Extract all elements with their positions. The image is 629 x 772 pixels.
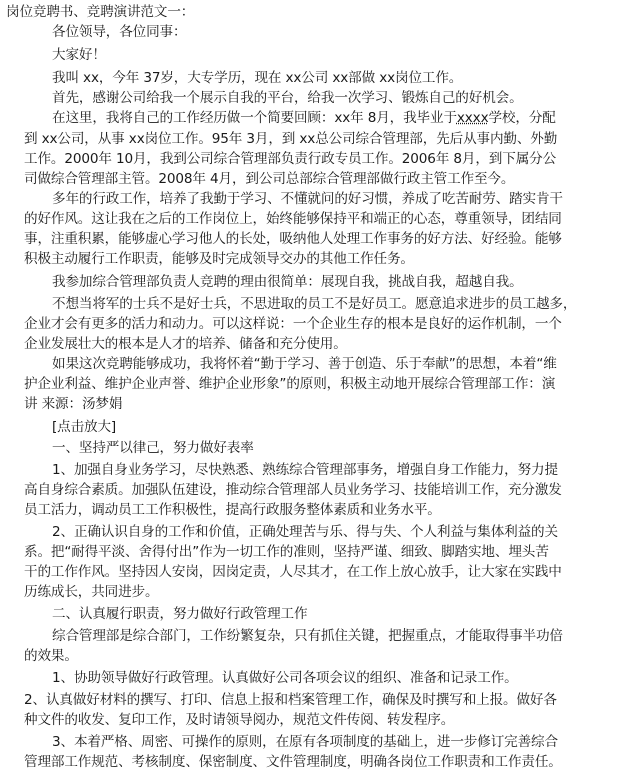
salutation: 各位领导，各位同事： (52, 24, 187, 40)
paragraph-line: 工作。2000年 10月，我到公司综合管理部负责行政专员工作。2006年 8月，到下属分公 (24, 151, 557, 167)
paragraph-line: 企业才会有更多的活力和动力。可以这样说：一个企业生存的根本是良好的运作机制，一个 (24, 316, 562, 332)
paragraph-line: 3、本着严格、周密、可操作的原则，在原有各项制度的基础上，进一步修订完善综合 (52, 734, 558, 750)
paragraph-line: 司做综合管理部主管。2008年 4月，到公司总部综合管理部做行政主管工作至今。 (24, 171, 515, 187)
paragraph-line-text: 学校，分配 (488, 110, 556, 126)
paragraph-line: 综合管理部是综合部门，工作纷繁复杂，只有抓住关键，把握重点，才能取得事半功倍 (52, 628, 563, 644)
paragraph-line: 讲 来源：汤梦娟 (24, 396, 123, 412)
document-title: 岗位竞聘书、竞聘演讲范文一： (6, 4, 195, 20)
paragraph-line: 高自身综合素质。加强队伍建设，推动综合管理部人员业务学习、技能培训工作，充分激发 (24, 482, 562, 498)
paragraph-line: 管理部工作规范、考核制度、保密制度、文件管理制度，明确各岗位工作职责和工作责任。 (24, 754, 562, 770)
paragraph-line: 系。把“耐得平淡、舍得付出”作为一切工作的准则，坚持严谨、细致、脚踏实地、埋头苦 (24, 544, 549, 560)
paragraph-line: 种文件的收发、复印工作，及时请领导阅办，规范文件传阅、转发程序。 (24, 712, 455, 728)
paragraph-line: 我叫 xx，今年 37岁，大专学历，现在 xx公司 xx部做 xx岗位工作。 (52, 70, 463, 86)
paragraph-line: 事，注重积累，能够虚心学习他人的长处，吸纳他人处理工作事务的好方法、好经验。能够 (24, 231, 562, 247)
paragraph-line: 员工活力，调动员工工作积极性，提高行政服务整体素质和业务水平。 (24, 502, 441, 518)
paragraph-line: 2、正确认识自身的工作和价值，正确处理苦与乐、得与失、个人利益与集体利益的关 (52, 524, 558, 540)
section-heading: 一、坚持严以律己，努力做好表率 (52, 440, 254, 456)
paragraph-line: 多年的行政工作，培养了我勤于学习、不懂就问的好习惯，养成了吃苦耐劳、踏实肯干 (52, 191, 563, 207)
click-enlarge-link[interactable]: [点击放大] (52, 419, 117, 435)
school-placeholder: xxxx (456, 110, 489, 126)
paragraph-line: 到 xx公司，从事 xx岗位工作。95年 3月，到 xx总公司综合管理部，先后从事内勤、外勤 (24, 131, 558, 147)
paragraph-line (52, 108, 556, 128)
paragraph-line: 的效果。 (24, 648, 78, 664)
paragraph-line: 如果这次竞聘能够成功，我将怀着“勤于学习、善于创造、乐于奉献”的思想，本着“维 (52, 356, 557, 372)
paragraph-line: 的好作风。这让我在之后的工作岗位上，始终能够保持平和端正的心态，尊重领导，团结同 (24, 211, 562, 227)
section-heading: 二、认真履行职责，努力做好行政管理工作 (52, 606, 308, 622)
paragraph-line: 护企业利益、维护企业声誉、维护企业形象”的原则，积极主动地开展综合管理部工作：演 (24, 376, 556, 392)
paragraph-line: 历练成长，共同进步。 (24, 584, 159, 600)
paragraph-line: 积极主动履行工作职责，能够及时完成领导交办的其他工作任务。 (24, 251, 414, 267)
paragraph-line: 1、加强自身业务学习，尽快熟悉、熟练综合管理部事务，增强自身工作能力，努力提 (52, 462, 558, 478)
paragraph-line: 干的工作作风。坚持因人安岗，因岗定责，人尽其才，在工作上放心放手，让大家在实践中 (24, 564, 562, 580)
greeting: 大家好！ (52, 47, 106, 63)
paragraph-line: 不想当将军的士兵不是好士兵，不思进取的员工不是好员工。愿意追求进步的员工越多， (52, 296, 577, 312)
paragraph-line: 我参加综合管理部负责人竞聘的理由很简单：展现自我，挑战自我，超越自我。 (52, 274, 523, 290)
paragraph-line: 2、认真做好材料的撰写、打印、信息上报和档案管理工作，确保及时撰写和上报。做好各 (24, 692, 557, 708)
paragraph-line-text: 在这里，我将自己的工作经历做一个简要回顾：xx年 8月，我毕业于 (52, 110, 457, 126)
paragraph-line: 企业发展壮大的根本是人才的培养、储备和充分使用。 (24, 336, 347, 352)
paragraph-line: 1、协助领导做好行政管理。认真做好公司各项会议的组织、准备和记录工作。 (52, 670, 518, 686)
paragraph-line: 首先，感谢公司给我一个展示自我的平台，给我一次学习、锻炼自己的好机会。 (52, 90, 523, 106)
